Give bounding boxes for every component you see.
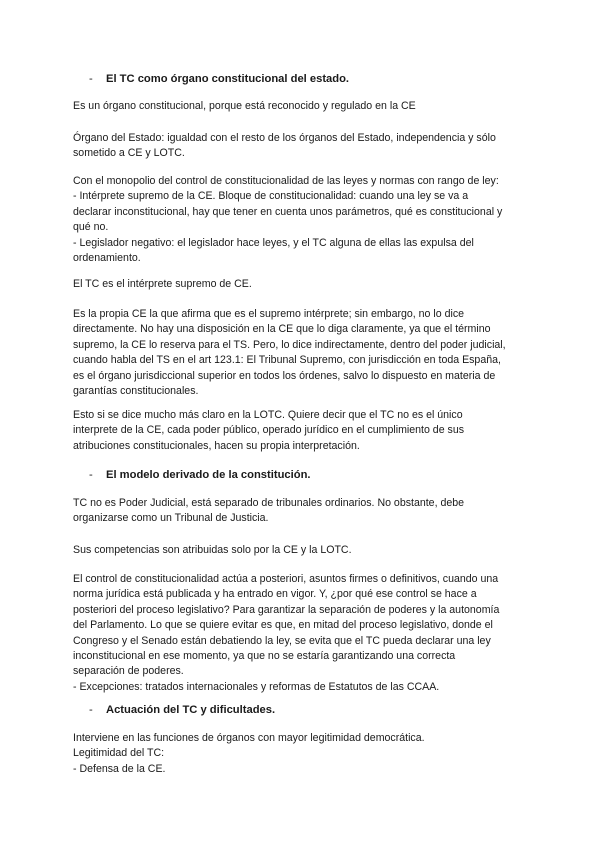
- paragraph: Es un órgano constitucional, porque está reconocido y regulado en la CE: [73, 100, 416, 112]
- paragraph: El TC es el intérprete supremo de CE.: [73, 278, 252, 290]
- bullet-dash: -: [89, 73, 93, 85]
- paragraph: Es la propia CE la que afirma que es el supremo intérprete; sin embargo, no lo dice directamente. No hay una disposición en la CE que lo diga claramente, ya que el término supremo, la CE lo reserva para el TS. Pero, lo dice indirectamente, dentro del poder judicial, cuando habla del TS en el art 123.1: El Tribunal Supremo, con jurisdicción en toda España, es el órgano jurisdiccional superior en todos los órdenes, salvo lo dispuesto en materia de garantías constitucionales.: [73, 308, 506, 398]
- paragraph: Interviene en las funciones de órganos con mayor legitimidad democrática. Legitimidad del TC: - Defensa de la CE.: [73, 732, 425, 775]
- paragraph: Sus competencias son atribuidas solo por la CE y la LOTC.: [73, 544, 352, 556]
- paragraph: Órgano del Estado: igualdad con el resto de los órganos del Estado, independencia y sólo sometido a CE y LOTC.: [73, 132, 496, 160]
- paragraph: Con el monopolio del control de constitucionalidad de las leyes y normas con rango de ley: - Intérprete supremo de la CE. Bloque de constitucionalidad: cuando una ley se va a declarar inconstitucional, hay que tener en cuenta unos parámetros, qué es constitucional y qué no. - Legislador negativo: el legislador hace leyes, y el TC alguna de ellas las expulsa del ordenamiento.: [73, 175, 503, 265]
- bullet-dash: -: [89, 704, 93, 716]
- paragraph: El control de constitucionalidad actúa a posteriori, asuntos firmes o definitivos, cuando una norma jurídica está publicada y ha entrado en vigor. Y, ¿por qué ese control se hace a posteriori del proceso legislativo? Para garantizar la separación de poderes y la autonomía del Parlamento. Lo que se quiere evitar es que, en mitad del proceso legislativo, donde el Congreso y el Senado están debatiendo la ley, se evita que el TC pueda declarar una ley inconstitucional en ese momento, ya que no se estaría garantizando una correcta separación de poderes. - Excepciones: tratados internacionales y reformas de Estatutos de las CCAA.: [73, 573, 500, 693]
- bullet-dash: -: [89, 469, 93, 481]
- section-heading: - El TC como órgano constitucional del estado.: [89, 73, 350, 85]
- section-heading: - Actuación del TC y dificultades.: [89, 704, 276, 716]
- paragraph: Esto si se dice mucho más claro en la LOTC. Quiere decir que el TC no es el único interprete de la CE, cada poder público, operado jurídico en el cumplimiento de sus atribuciones constitucionales, hacen su propia interpretación.: [73, 409, 465, 452]
- paragraph: TC no es Poder Judicial, está separado de tribunales ordinarios. No obstante, debe organizarse como un Tribunal de Justicia.: [73, 497, 465, 525]
- section-heading: - El modelo derivado de la constitución.: [89, 469, 311, 481]
